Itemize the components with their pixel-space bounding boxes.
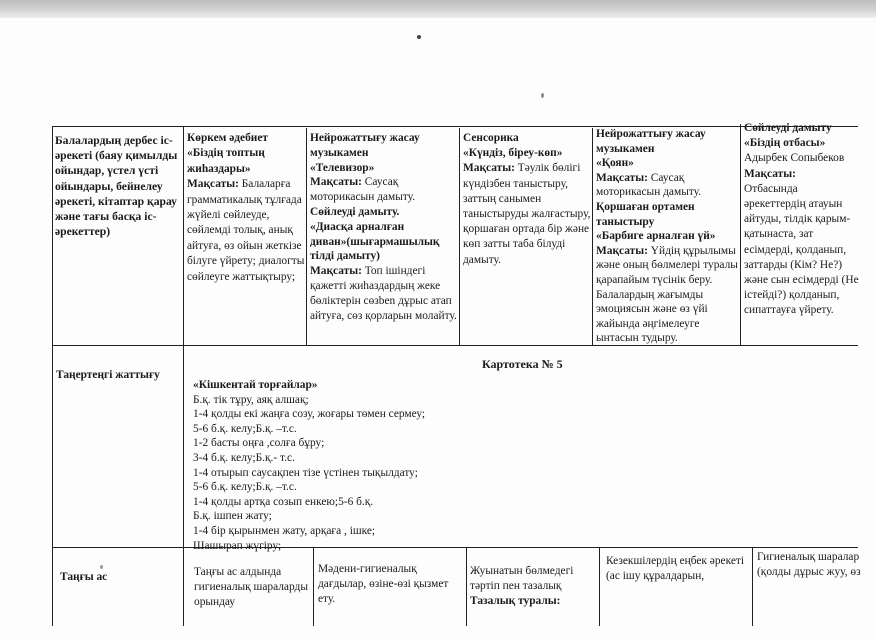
table-border <box>52 126 53 626</box>
col5-topic2: «Барбиге арналған үй» <box>596 230 716 243</box>
exercise-line: Б.қ. ішпен жату; <box>193 510 272 523</box>
col6-goal: Отбасында әрекеттердің атауын айтуды, тілдік қарым-қатынаста, зат есімдерді, қолданып, заттарды (Кім? Не?) және сын есімдерді (Не істейді?) қолданып, сипаттауға үйрету. <box>744 182 859 317</box>
exercise-line: 1-2 басты оңға ,солға бұру; <box>193 437 325 450</box>
exercise-line: Б.қ. тік тұру, аяқ алшақ; <box>193 393 309 406</box>
row1-col4 <box>463 131 591 268</box>
table-border <box>459 128 460 346</box>
col3-topic2: «Диасқа арналған диван»(шығармашылық тілді дамыту) <box>310 220 440 263</box>
col3-subject: Нейрожаттығу жасау музыкамен <box>310 132 420 159</box>
row2-label: Таңертеңгі жаттығу <box>56 369 160 381</box>
table-border <box>599 548 600 626</box>
col2-goal-label: Мақсаты: <box>187 178 239 191</box>
exercise-title: «Кішкентай торғайлар» <box>193 379 318 391</box>
col5-goal2: Үйдің құрылымы және оның бөлмелері туралы қарапайым түсінік беру. Балалардың жағымды эмоциясын және өз үйі жайында әңгімелеуге ынтасын тудыру. <box>596 244 738 345</box>
col4-topic: «Күндіз, біреу-көп» <box>463 147 563 160</box>
col5-goal: Саусақ моторикасын дамыту. <box>596 171 702 199</box>
col3-topic: «Телевизор» <box>310 161 375 174</box>
row3-c2: Мәдени-гигиеналық дағдылар, өзіне-өзі қызмет ету. <box>318 563 449 605</box>
row3-c4: Кезекшілердің еңбек әрекеті (ас ішу құралдарын, <box>606 555 745 583</box>
row3-c3-bold: Тазалық туралы: <box>470 595 561 607</box>
scan-speck <box>541 93 544 98</box>
exercise-line: 1-4 отырып саусақпен тізе үстінен тықылдату; <box>193 466 418 479</box>
col2-goal: Балаларға грамматикалық тұлғада жүйелі сөйлеуде, сөйлемді толық, анық айтуға, өз ойын жеткізе білуге үйрету; диалогты сөйлеуге жаттықтыру; <box>187 178 305 283</box>
col2-subject: Көркем әдебиет <box>187 132 269 144</box>
row3-c3-text: Жуынатын бөлмедегі тәртіп пен тазалық <box>470 565 574 592</box>
card-title: Картотека № 5 <box>482 357 563 371</box>
col3-goal: Саусақ моторикасын дамыту. <box>310 176 416 204</box>
row1-col2 <box>187 131 305 285</box>
exercise-line: 3-4 б.қ. келу;Б.қ.- т.с. <box>193 451 295 464</box>
col6-subject: Сөйлеуді дамыту <box>744 122 832 134</box>
col5-subject2: Қоршаған ортамен таныстыру <box>596 200 695 228</box>
table-border <box>52 547 858 548</box>
col5-topic: «Қоян» <box>596 157 634 170</box>
table-border <box>306 128 307 346</box>
exercise-list <box>193 378 425 553</box>
table-border <box>466 548 467 626</box>
row3-label: Таңғы ас <box>60 571 108 583</box>
row3-c1: Таңғы ас алдында гигиеналық шараларды орындау <box>194 566 308 608</box>
row1-col3 <box>310 131 458 323</box>
scan-speck <box>100 565 103 569</box>
row3-c3 <box>470 564 598 609</box>
row3-c5: Гигиеналық шаралар (қолды дұрыс жуу, өз <box>757 551 861 579</box>
row1-col6 <box>744 121 862 319</box>
exercise-line: Шашырап жүгіру; <box>193 539 282 552</box>
col2-topic: «Біздің топтың жиһаздары» <box>187 147 265 175</box>
col3-goal2-label: Мақсаты: <box>310 265 362 278</box>
col3-subject2: Сөйлеуді дамыту. <box>310 205 400 218</box>
col5-subject: Нейрожаттығу жасау музыкамен <box>596 128 706 155</box>
col3-goal-label: Мақсаты: <box>310 176 362 189</box>
table-border <box>740 124 741 346</box>
exercise-line: 1-4 бір қырынмен жату, арқаға , ішке; <box>193 524 376 537</box>
col4-goal: Тәулік бөлігі күндізбен таныстыру, заттың санымен таныстыруды жалғастыру, қоршаған ортада бір және көп затты таба білуді дамыту. <box>463 162 591 266</box>
exercise-line: 5-6 б.қ. келу;Б.қ. –т.с. <box>193 481 297 494</box>
table-border <box>183 126 184 626</box>
col6-goal-label: Мақсаты: <box>744 167 796 180</box>
table-border <box>313 548 314 626</box>
exercise-line: 1-4 қолды екі жаңға созу, жоғары төмен сермеу; <box>193 408 426 421</box>
col4-goal-label: Мақсаты: <box>463 162 515 175</box>
col3-goal2: Топ ішіндегі қажетті жиһаздардың жеке бөліктерін сөзben дұрыс атап айтуға, сөз қорларын молайту. <box>310 265 457 322</box>
row1-col5 <box>596 127 739 346</box>
table-border <box>752 548 753 626</box>
row1-col1-title: Балалардың дербес іс-әрекеті (баяу қимылды ойындар, үстел үсті ойындары, бейнелеу әрекеті, кітаптар қарау және тағы басқа іс-әрекеттер) <box>55 134 178 239</box>
exercise-line: 5-6 б.қ. келу;Б.қ. –т.с. <box>193 422 297 435</box>
col5-goal-label: Мақсаты: <box>596 171 648 184</box>
exercise-line: 1-4 қолды артқа созып енкею;5-6 б.қ. <box>193 495 374 508</box>
table-border <box>592 128 593 346</box>
scan-top-shadow <box>0 0 876 18</box>
col4-subject: Сенсорика <box>463 132 519 144</box>
scan-speck <box>417 35 421 39</box>
col6-topic: «Біздің отбасы» <box>744 137 826 150</box>
col5-goal2-label: Мақсаты: <box>596 244 648 257</box>
col6-name: Адырбек Сопыбеков <box>744 152 845 165</box>
